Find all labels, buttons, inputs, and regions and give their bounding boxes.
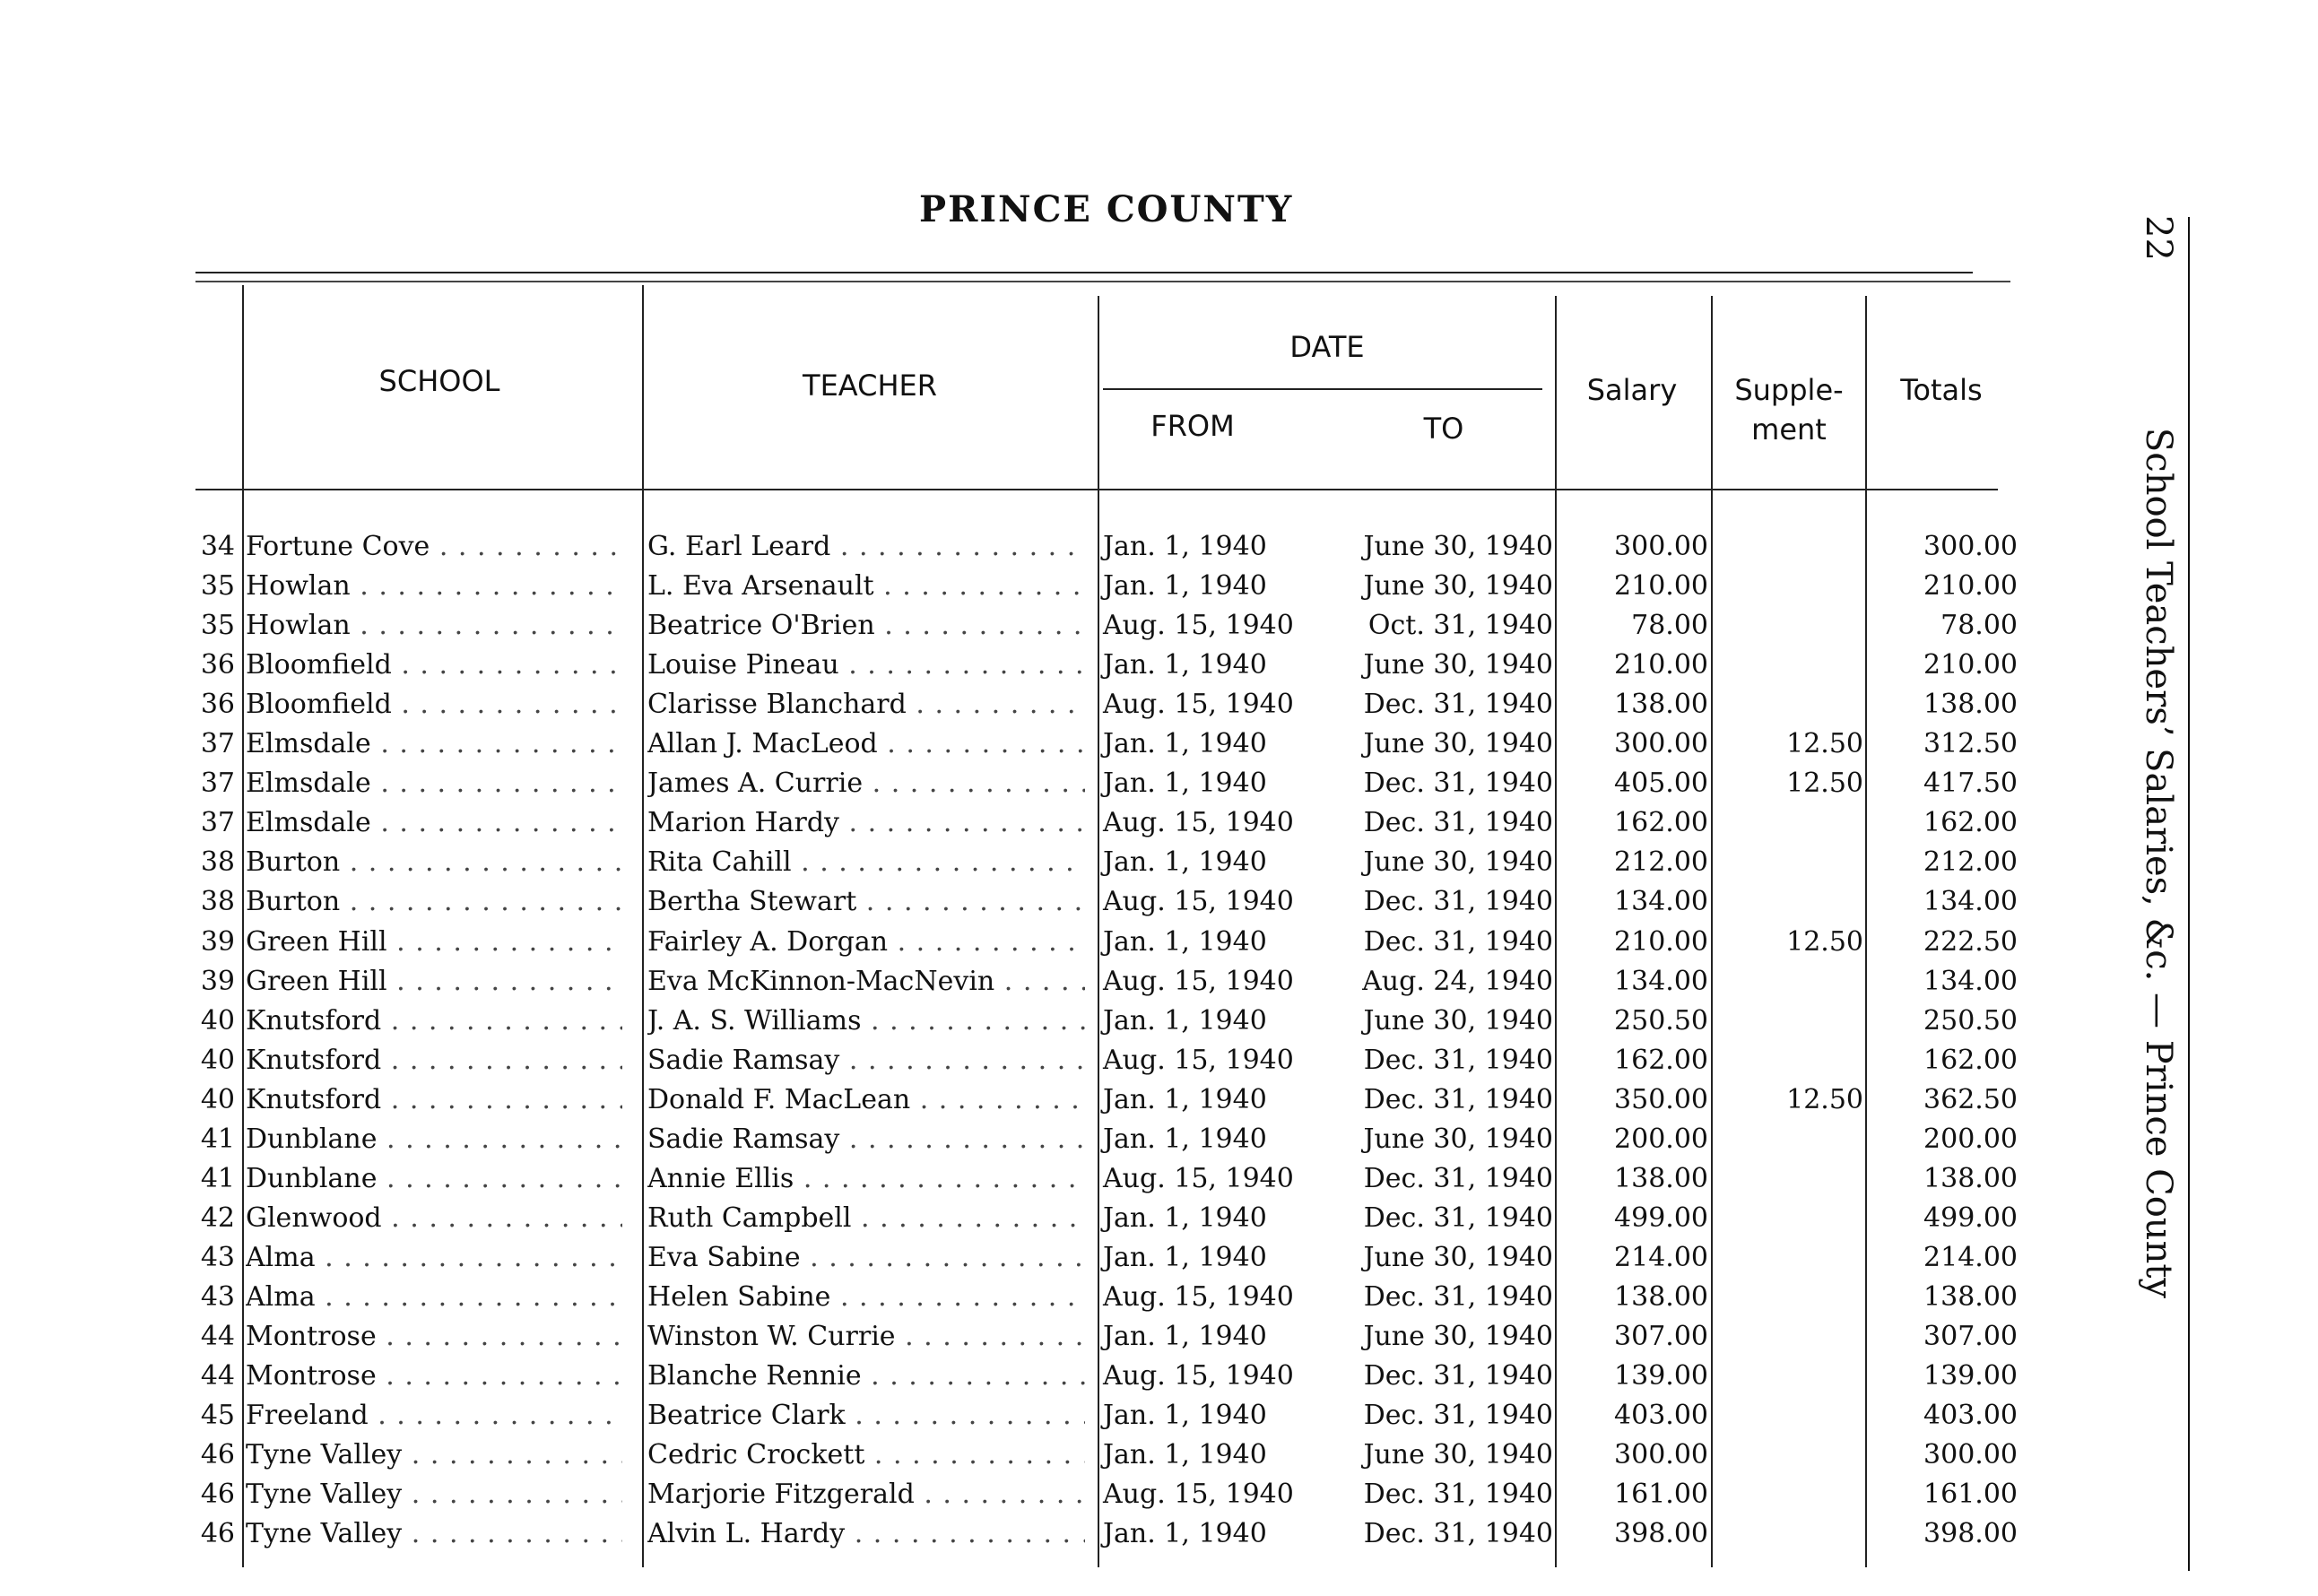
date-to: Dec. 31, 1940: [1363, 1163, 1553, 1194]
salary-value: 300.00: [1614, 728, 1708, 759]
teacher-name: J. A. S. Williams . . .: [647, 1002, 1085, 1041]
total-value: 312.50: [1923, 728, 2018, 759]
total-value: 78.00: [1940, 610, 2018, 641]
teacher-name: Annie Ellis . . .: [647, 1159, 1085, 1199]
row-number: 42: [200, 1202, 235, 1234]
date-from: Jan. 1, 1940: [1103, 1202, 1267, 1234]
teacher-name: Rita Cahill . . .: [647, 843, 1085, 882]
table-row: [0, 1120, 2062, 1159]
row-number: 37: [200, 768, 235, 799]
date-to: Aug. 24, 1940: [1362, 966, 1553, 997]
date-to: Dec. 31, 1940: [1363, 1400, 1553, 1431]
salary-value: 214.00: [1614, 1242, 1708, 1273]
total-value: 300.00: [1923, 1439, 2018, 1470]
row-number: 43: [200, 1242, 235, 1273]
total-value: 212.00: [1923, 846, 2018, 878]
school-name: Montrose . . .: [246, 1357, 622, 1396]
date-from: Aug. 15, 1940: [1103, 807, 1294, 838]
teacher-name: G. Earl Leard . . .: [647, 527, 1085, 567]
total-value: 134.00: [1923, 966, 2018, 997]
top-rule: [195, 272, 1973, 273]
date-to: Dec. 31, 1940: [1363, 926, 1553, 958]
row-number: 43: [200, 1281, 235, 1313]
teacher-name: Cedric Crockett . . .: [647, 1436, 1085, 1475]
school-name: Burton . . .: [246, 882, 622, 922]
date-to: June 30, 1940: [1363, 1005, 1553, 1037]
date-to: June 30, 1940: [1363, 531, 1553, 562]
salary-value: 200.00: [1614, 1123, 1708, 1155]
total-value: 162.00: [1923, 1045, 2018, 1076]
date-from: Jan. 1, 1940: [1103, 531, 1267, 562]
row-number: 40: [200, 1045, 235, 1076]
supplement-value: 12.50: [1786, 926, 1863, 958]
date-to: Dec. 31, 1940: [1363, 1045, 1553, 1076]
date-from: Jan. 1, 1940: [1103, 728, 1267, 759]
header-from: FROM: [1150, 409, 1235, 443]
salary-value: 210.00: [1614, 649, 1708, 681]
row-number: 46: [200, 1479, 235, 1510]
table-row: [0, 962, 2062, 1002]
school-name: Bloomfield . . .: [246, 646, 622, 685]
date-from: Aug. 15, 1940: [1103, 886, 1294, 917]
total-value: 417.50: [1923, 768, 2018, 799]
row-number: 40: [200, 1084, 235, 1115]
date-from: Jan. 1, 1940: [1103, 1242, 1267, 1273]
date-from: Jan. 1, 1940: [1103, 1123, 1267, 1155]
school-name: Knutsford . . .: [246, 1080, 622, 1120]
teacher-name: Allan J. MacLeod . . .: [647, 724, 1085, 764]
table-row: [0, 1475, 2062, 1514]
table-row: [0, 724, 2062, 764]
school-name: Dunblane . . .: [246, 1159, 622, 1199]
header-supplement: Supple- ment: [1734, 373, 1844, 447]
header-salary: Salary: [1586, 373, 1678, 407]
row-number: 37: [200, 807, 235, 838]
row-number: 41: [200, 1163, 235, 1194]
row-number: 45: [200, 1400, 235, 1431]
school-name: Montrose . . .: [246, 1317, 622, 1357]
total-value: 210.00: [1923, 570, 2018, 602]
date-from: Aug. 15, 1940: [1103, 689, 1294, 720]
total-value: 162.00: [1923, 807, 2018, 838]
header-bottom-rule: [195, 489, 1998, 490]
total-value: 214.00: [1923, 1242, 2018, 1273]
teacher-name: Eva McKinnon-MacNevin . . .: [647, 962, 1085, 1002]
teacher-name: Bertha Stewart . . .: [647, 882, 1085, 922]
table-row: [0, 1396, 2062, 1436]
salary-value: 78.00: [1631, 610, 1708, 641]
date-divider-rule: [1103, 388, 1542, 390]
table-row: [0, 1278, 2062, 1317]
total-value: 362.50: [1923, 1084, 2018, 1115]
table-row: [0, 1436, 2062, 1475]
table-row: [0, 882, 2062, 922]
page-number: 22: [2138, 215, 2179, 261]
table-row: [0, 1041, 2062, 1080]
date-from: Jan. 1, 1940: [1103, 768, 1267, 799]
salary-value: 403.00: [1614, 1400, 1708, 1431]
row-number: 40: [200, 1005, 235, 1037]
table-row: [0, 1199, 2062, 1238]
table-row: [0, 1002, 2062, 1041]
date-from: Jan. 1, 1940: [1103, 846, 1267, 878]
date-to: Dec. 31, 1940: [1363, 768, 1553, 799]
school-name: Green Hill . . .: [246, 923, 622, 962]
date-from: Aug. 15, 1940: [1103, 610, 1294, 641]
salary-value: 350.00: [1614, 1084, 1708, 1115]
date-to: Dec. 31, 1940: [1363, 1202, 1553, 1234]
date-from: Jan. 1, 1940: [1103, 1400, 1267, 1431]
date-from: Jan. 1, 1940: [1103, 649, 1267, 681]
school-name: Alma . . .: [246, 1278, 622, 1317]
teacher-name: Donald F. MacLean . . .: [647, 1080, 1085, 1120]
teacher-name: Sadie Ramsay . . .: [647, 1120, 1085, 1159]
salary-value: 210.00: [1614, 926, 1708, 958]
school-name: Tyne Valley . . .: [246, 1514, 622, 1554]
running-head: [2138, 215, 2179, 1298]
table-row: [0, 803, 2062, 843]
row-number: 38: [200, 886, 235, 917]
date-from: Jan. 1, 1940: [1103, 1321, 1267, 1352]
total-value: 499.00: [1923, 1202, 2018, 1234]
total-value: 403.00: [1923, 1400, 2018, 1431]
table-row: [0, 567, 2062, 606]
header-to: TO: [1423, 412, 1464, 446]
date-from: Aug. 15, 1940: [1103, 1163, 1294, 1194]
table-row: [0, 1357, 2062, 1396]
school-name: Knutsford . . .: [246, 1002, 622, 1041]
supplement-value: 12.50: [1786, 1084, 1863, 1115]
row-number: 44: [200, 1321, 235, 1352]
date-from: Aug. 15, 1940: [1103, 1360, 1294, 1392]
total-value: 161.00: [1923, 1479, 2018, 1510]
school-name: Freeland . . .: [246, 1396, 622, 1436]
header-totals: Totals: [1900, 373, 1983, 407]
school-name: Howlan . . .: [246, 567, 622, 606]
date-to: June 30, 1940: [1363, 570, 1553, 602]
school-name: Dunblane . . .: [246, 1120, 622, 1159]
teacher-name: Clarisse Blanchard . . .: [647, 685, 1085, 724]
table-row: [0, 1159, 2062, 1199]
teacher-name: James A. Currie . . .: [647, 764, 1085, 803]
teacher-name: Beatrice O'Brien . . .: [647, 606, 1085, 646]
header-school: SCHOOL: [378, 364, 500, 398]
teacher-name: Marjorie Fitzgerald . . .: [647, 1475, 1085, 1514]
school-name: Tyne Valley . . .: [246, 1436, 622, 1475]
row-number: 36: [200, 649, 235, 681]
total-value: 138.00: [1923, 689, 2018, 720]
teacher-name: Blanche Rennie . . .: [647, 1357, 1085, 1396]
table-row: [0, 1080, 2062, 1120]
row-number: 39: [200, 926, 235, 958]
teacher-name: Alvin L. Hardy . . .: [647, 1514, 1085, 1554]
total-value: 138.00: [1923, 1163, 2018, 1194]
school-name: Fortune Cove . . .: [246, 527, 622, 567]
teacher-name: Fairley A. Dorgan . . .: [647, 923, 1085, 962]
total-value: 139.00: [1923, 1360, 2018, 1392]
top-rule-secondary: [195, 281, 2010, 282]
salary-value: 138.00: [1614, 1163, 1708, 1194]
row-number: 44: [200, 1360, 235, 1392]
header-teacher: TEACHER: [803, 369, 937, 403]
date-to: Dec. 31, 1940: [1363, 1518, 1553, 1549]
total-value: 250.50: [1923, 1005, 2018, 1037]
total-value: 210.00: [1923, 649, 2018, 681]
date-to: June 30, 1940: [1363, 1242, 1553, 1273]
total-value: 307.00: [1923, 1321, 2018, 1352]
total-value: 200.00: [1923, 1123, 2018, 1155]
teacher-name: L. Eva Arsenault . . .: [647, 567, 1085, 606]
total-value: 398.00: [1923, 1518, 2018, 1549]
side-rule: [2188, 217, 2190, 1571]
school-name: Tyne Valley . . .: [246, 1475, 622, 1514]
salary-value: 405.00: [1614, 768, 1708, 799]
table-row: [0, 1238, 2062, 1278]
teacher-name: Ruth Campbell . . .: [647, 1199, 1085, 1238]
school-name: Elmsdale . . .: [246, 803, 622, 843]
salary-value: 162.00: [1614, 1045, 1708, 1076]
page-title: PRINCE COUNTY: [919, 188, 1294, 230]
salary-value: 398.00: [1614, 1518, 1708, 1549]
row-number: 38: [200, 846, 235, 878]
total-value: 222.50: [1923, 926, 2018, 958]
teacher-name: Winston W. Currie . . .: [647, 1317, 1085, 1357]
running-head-text: School Teachers’ Salaries, &c. — Prince County: [2138, 427, 2179, 1298]
table-row: [0, 606, 2062, 646]
supplement-value: 12.50: [1786, 728, 1863, 759]
salary-value: 134.00: [1614, 886, 1708, 917]
date-from: Jan. 1, 1940: [1103, 1084, 1267, 1115]
table-row: [0, 646, 2062, 685]
salary-value: 138.00: [1614, 689, 1708, 720]
total-value: 134.00: [1923, 886, 2018, 917]
school-name: Green Hill . . .: [246, 962, 622, 1002]
school-name: Alma . . .: [246, 1238, 622, 1278]
date-from: Jan. 1, 1940: [1103, 570, 1267, 602]
date-from: Aug. 15, 1940: [1103, 1281, 1294, 1313]
row-number: 37: [200, 728, 235, 759]
salary-value: 307.00: [1614, 1321, 1708, 1352]
date-from: Aug. 15, 1940: [1103, 1479, 1294, 1510]
row-number: 34: [200, 531, 235, 562]
date-to: Dec. 31, 1940: [1363, 1084, 1553, 1115]
date-to: Dec. 31, 1940: [1363, 807, 1553, 838]
salary-value: 300.00: [1614, 531, 1708, 562]
date-to: Dec. 31, 1940: [1363, 1479, 1553, 1510]
date-to: June 30, 1940: [1363, 728, 1553, 759]
row-number: 46: [200, 1439, 235, 1470]
total-value: 138.00: [1923, 1281, 2018, 1313]
salary-value: 250.50: [1614, 1005, 1708, 1037]
teacher-name: Sadie Ramsay . . .: [647, 1041, 1085, 1080]
salary-value: 161.00: [1614, 1479, 1708, 1510]
salary-value: 499.00: [1614, 1202, 1708, 1234]
date-to: June 30, 1940: [1363, 649, 1553, 681]
teacher-name: Eva Sabine . . .: [647, 1238, 1085, 1278]
date-from: Jan. 1, 1940: [1103, 1439, 1267, 1470]
school-name: Glenwood . . .: [246, 1199, 622, 1238]
row-number: 36: [200, 689, 235, 720]
date-to: Dec. 31, 1940: [1363, 689, 1553, 720]
teacher-name: Louise Pineau . . .: [647, 646, 1085, 685]
school-name: Howlan . . .: [246, 606, 622, 646]
row-number: 35: [200, 570, 235, 602]
school-name: Elmsdale . . .: [246, 724, 622, 764]
date-from: Jan. 1, 1940: [1103, 926, 1267, 958]
supplement-value: 12.50: [1786, 768, 1863, 799]
header-date: DATE: [1289, 330, 1365, 364]
date-from: Aug. 15, 1940: [1103, 966, 1294, 997]
table-row: [0, 1317, 2062, 1357]
row-number: 39: [200, 966, 235, 997]
salary-value: 300.00: [1614, 1439, 1708, 1470]
table-row: [0, 923, 2062, 962]
salary-value: 139.00: [1614, 1360, 1708, 1392]
table-row: [0, 685, 2062, 724]
date-to: June 30, 1940: [1363, 846, 1553, 878]
table-row: [0, 527, 2062, 567]
date-to: June 30, 1940: [1363, 1321, 1553, 1352]
date-from: Jan. 1, 1940: [1103, 1518, 1267, 1549]
school-name: Knutsford . . .: [246, 1041, 622, 1080]
date-to: Dec. 31, 1940: [1363, 1281, 1553, 1313]
row-number: 46: [200, 1518, 235, 1549]
date-from: Jan. 1, 1940: [1103, 1005, 1267, 1037]
row-number: 35: [200, 610, 235, 641]
salary-value: 212.00: [1614, 846, 1708, 878]
school-name: Bloomfield . . .: [246, 685, 622, 724]
table-row: [0, 1514, 2062, 1554]
salary-value: 138.00: [1614, 1281, 1708, 1313]
teacher-name: Helen Sabine . . .: [647, 1278, 1085, 1317]
date-to: Dec. 31, 1940: [1363, 886, 1553, 917]
date-to: Dec. 31, 1940: [1363, 1360, 1553, 1392]
date-to: Oct. 31, 1940: [1367, 610, 1553, 641]
total-value: 300.00: [1923, 531, 2018, 562]
date-to: June 30, 1940: [1363, 1439, 1553, 1470]
salary-value: 134.00: [1614, 966, 1708, 997]
salary-value: 210.00: [1614, 570, 1708, 602]
teacher-name: Beatrice Clark . . .: [647, 1396, 1085, 1436]
date-to: June 30, 1940: [1363, 1123, 1553, 1155]
salary-value: 162.00: [1614, 807, 1708, 838]
table-row: [0, 843, 2062, 882]
school-name: Burton . . .: [246, 843, 622, 882]
school-name: Elmsdale . . .: [246, 764, 622, 803]
date-from: Aug. 15, 1940: [1103, 1045, 1294, 1076]
table-row: [0, 764, 2062, 803]
teacher-name: Marion Hardy . . .: [647, 803, 1085, 843]
row-number: 41: [200, 1123, 235, 1155]
